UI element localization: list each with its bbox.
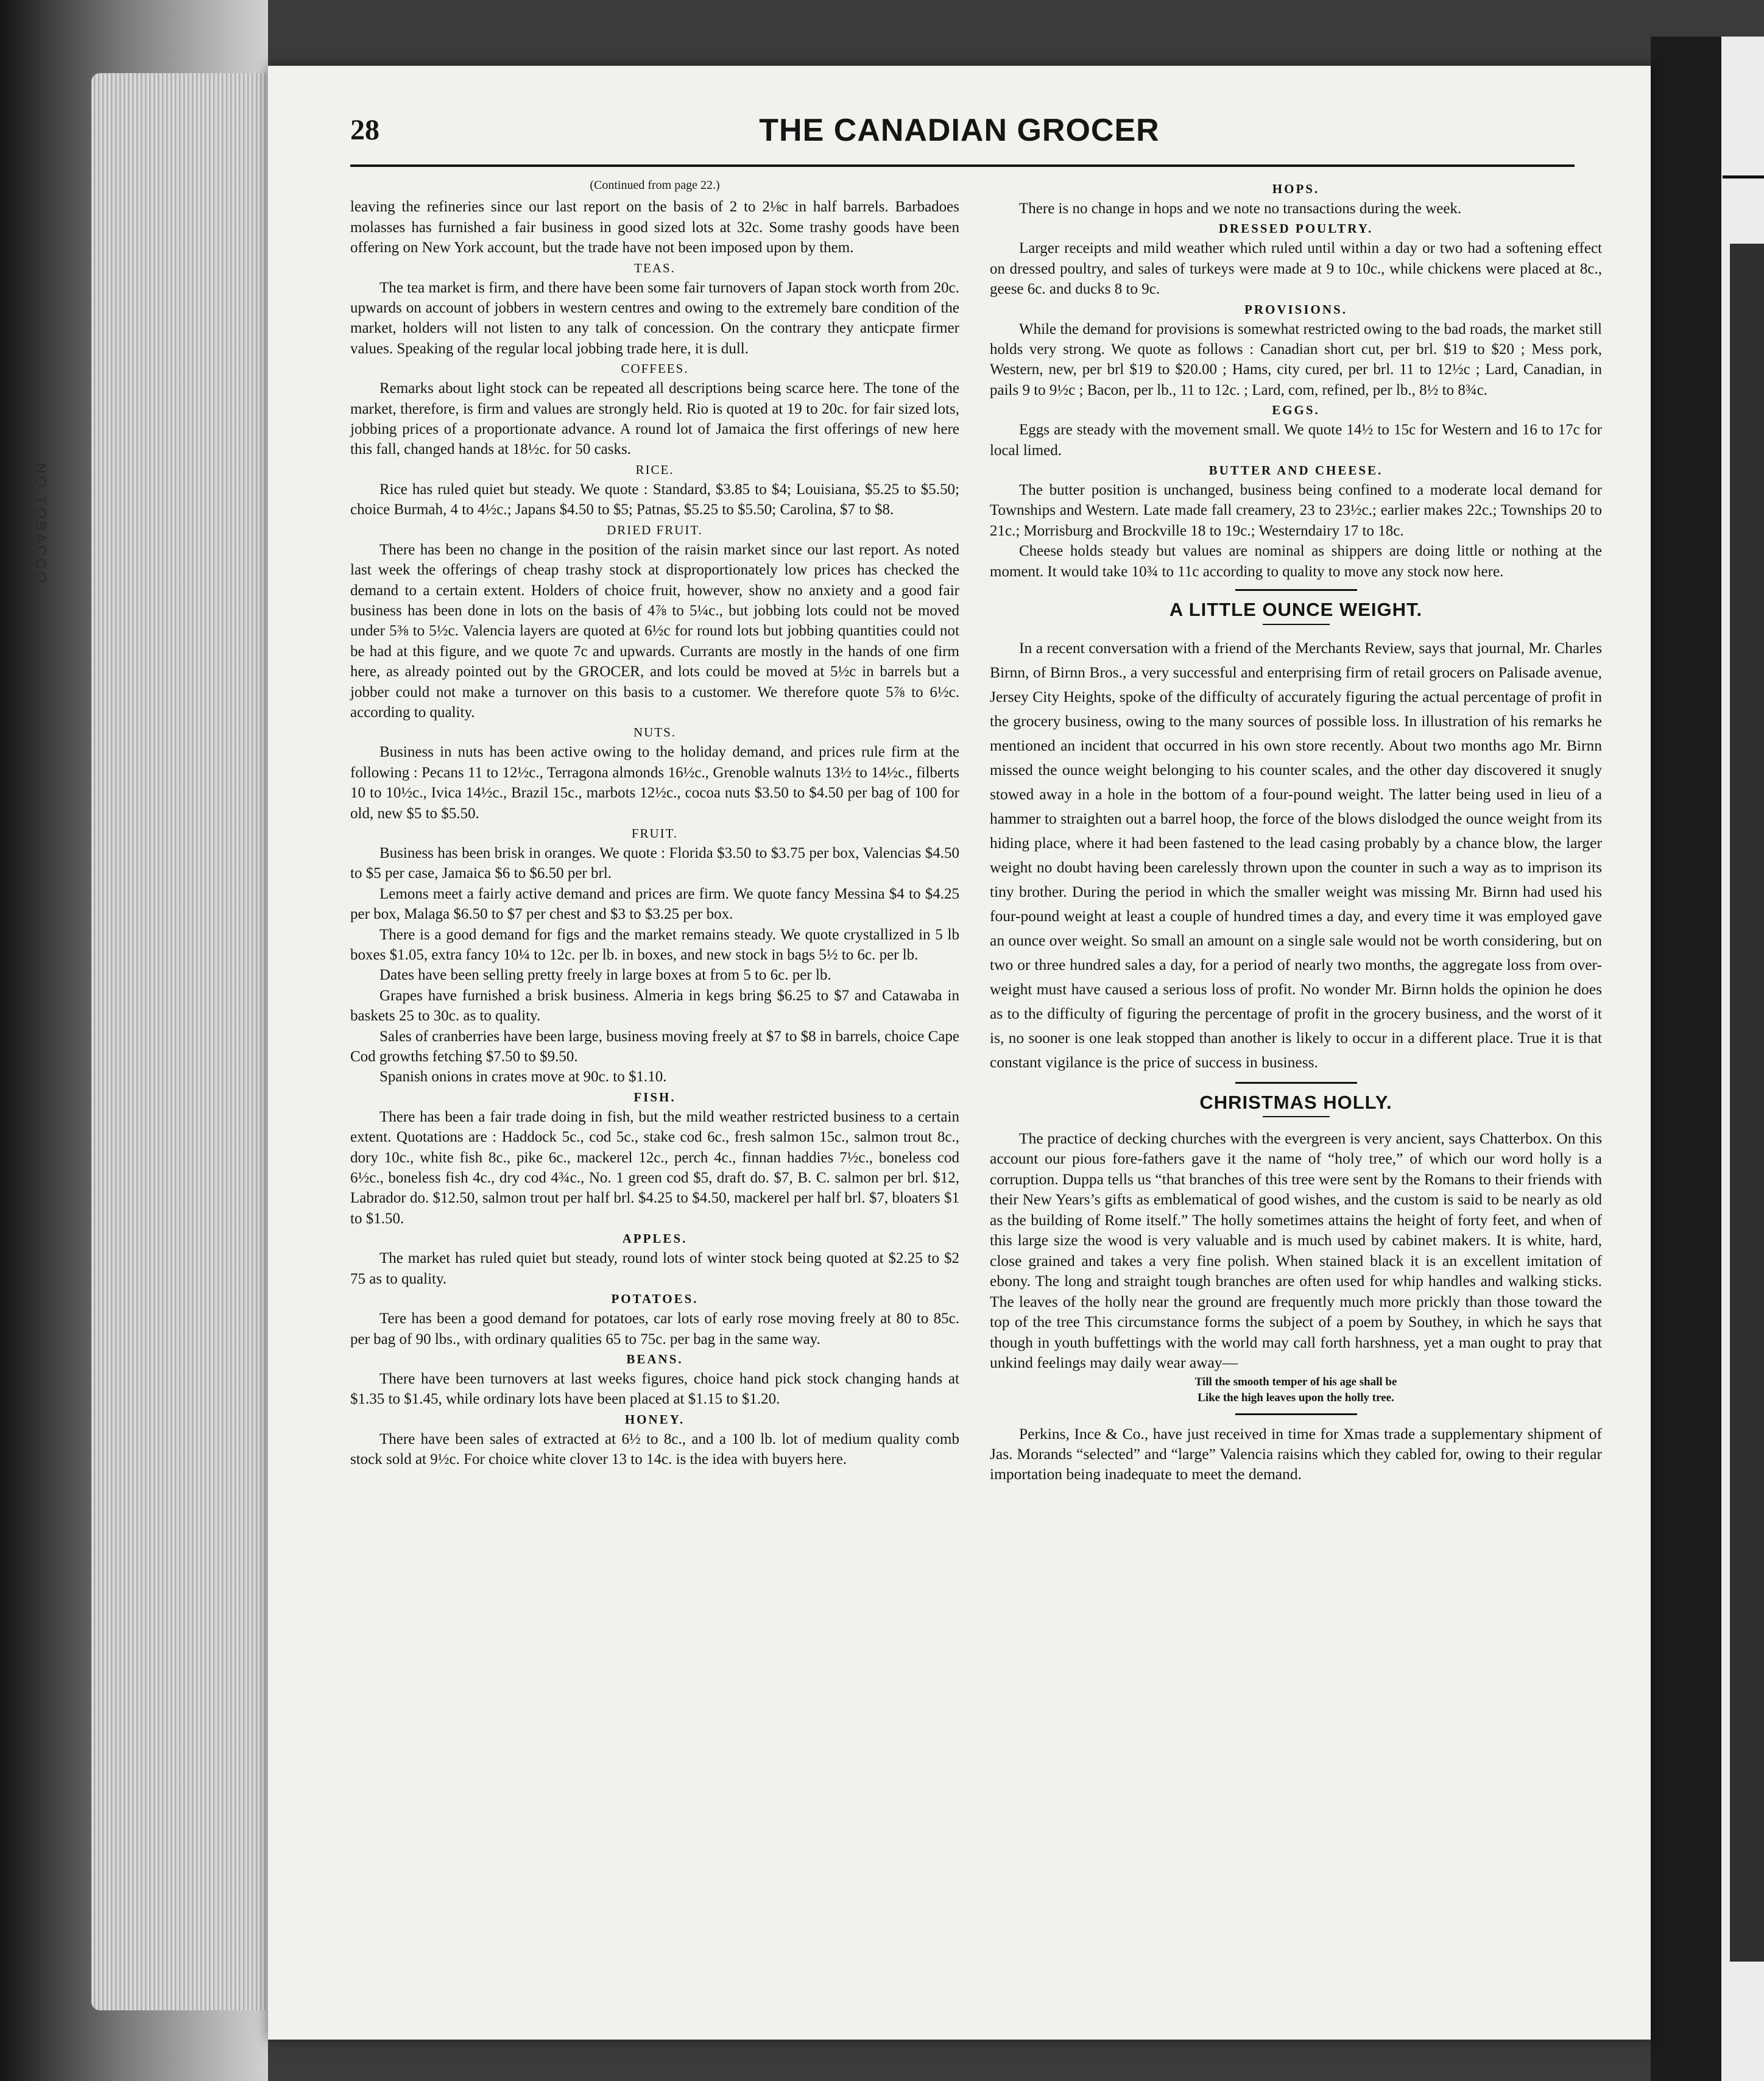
butter-paragraph: The butter position is unchanged, business being confined to a moderate local demand for Townships and Western. Late made fall creamery, 23 to 23½c.; earlier makes 22c.; Townships 20 to 21c.; Morrisburg and Brockville 18 to 19c.; Westerndairy 17 to 18c. [990, 482, 1602, 539]
section-heading-fish: FISH. [633, 1089, 676, 1104]
fruit-paragraph: Sales of cranberries have been large, business moving freely at $7 to $8 in barrels, choice Cape Cod growths fetching $7.50 to $9.50. [350, 1028, 959, 1065]
poem-line: Till the smooth temper of his age shall be [1194, 1375, 1397, 1388]
continued-note: (Continued from page 22.) [590, 178, 720, 192]
section-heading-apples: APPLES. [622, 1231, 688, 1246]
fruit-paragraph: Spanish onions in crates move at 90c. to $1.10. [379, 1069, 667, 1086]
section-heading-fruit: FRUIT. [631, 825, 679, 841]
section-heading-potatoes: POTATOES. [611, 1291, 699, 1307]
fruit-paragraph: Grapes have furnished a brisk business. Almeria in kegs bring $6.25 to $7 and Catawaba in baskets 25 to 30c. as to quality. [350, 987, 959, 1025]
section-heading-dried-fruit: DRIED FRUIT. [607, 522, 703, 537]
article-christmas-holly [990, 1128, 1602, 1373]
poem-line: Like the high leaves upon the holly tree. [1198, 1391, 1394, 1404]
section-heading-teas: TEAS. [634, 260, 676, 275]
header-rule [350, 164, 1575, 167]
fruit-paragraph: Business has been brisk in oranges. We quote : Florida $3.50 to $3.75 per box, Valencias $4.50 to $5 per case, Jamaica $6 to $6.50 per brl. [350, 844, 959, 882]
beans-paragraph: There have been turnovers at last weeks figures, choice hand pick stock changing hands at $1.35 to $1.45, while ordinary lots have been placed at $1.15 to $1.20. [350, 1370, 959, 1408]
honey-paragraph: There have been sales of extracted at 6½ to 8c., and a 100 lb. lot of medium quality comb stock sold at 9½c. For choice white clover 13 to 14c. is the idea with buyers here. [350, 1430, 959, 1468]
article-paragraph: In a recent conversation with a friend of the Merchants Review, says that journal, Mr. Charles Birnn, of Birnn Bros., a very successful and enterprising firm of retail grocers on Palisade avenue, Jersey City Heights, spoke of the difficulty of accurately figuring the actual percentage of profit in the grocery business, owing to the many sources of possible loss. In illustration of his remarks he mentioned an incident that occurred in his own store recently. About two months ago Mr. Birnn missed the ounce weight belonging to his counter scales, and the other day discovered it snugly stowed away in a hole in the bottom of a four-pound weight. The latter being used in lieu of a hammer to straighten out a barrel hoop, the force of the blows dislodged the ounce weight from its hiding place, where it had been fastened to the lead casing probably by a chance blow, the larger weight no doubt having been carelessly thrown upon the counter in such a way as to imprison its tiny brother. During the period in which the smaller weight was missing Mr. Birnn had used his four-pound weight at least a couple of hundred times a day, and every time it was employed gave an ounce over weight. So small an amount on a single sale would not be worth considering, but on two or three hundred sales a day, for a period of nearly two months, the aggregate loss from over-weight must have caused a serious loss of profit. No wonder Mr. Birnn holds the opinion he does as to the difficulty of figuring the percentage of profit in the grocery business, and the worst of it is, no sooner is one leak stopped than another is likely to occur in a different place. True it is that constant vigilance is the price of success in business. [990, 638, 1602, 1071]
article-divider [1235, 1413, 1357, 1415]
section-heading-butter-cheese: BUTTER AND CHEESE. [1208, 463, 1383, 478]
rice-paragraph: Rice has ruled quiet but steady. We quote : Standard, $3.85 to $4; Louisiana, $5.25 to $5.50; choice Burmah, 4 to 4½c.; Japans $4.50 to $5; Patnas, $5.25 to $5.50; Carolina, $7 to $8. [350, 481, 959, 518]
nuts-paragraph: Business in nuts has been active owing to the holiday demand, and prices rule firm at the following : Pecans 11 to 12½c., Terragona almonds 16½c., Grenoble walnuts 13½ to 14½c., filberts 10 to 10½c., Ivica 14½c., Brazil 15c., marbots 12½c., cocoa nuts $3.50 to $4.50 per bag of 100 for old, new $5 to $5.50. [350, 744, 959, 822]
eggs-paragraph: Eggs are steady with the movement small. We quote 14½ to 15c for Western and 16 to 17c for local limed. [990, 422, 1602, 459]
hops-paragraph: There is no change in hops and we note no transactions during the week. [1019, 200, 1462, 217]
right-column [990, 179, 1602, 1484]
page-edges [91, 73, 268, 2010]
section-heading-hops: HOPS. [1272, 182, 1320, 196]
article-ounce-weight [990, 636, 1602, 1075]
section-heading-nuts: NUTS. [633, 725, 677, 740]
section-heading-rice: RICE. [635, 462, 674, 477]
poultry-paragraph: Larger receipts and mild weather which ruled until within a day or two had a softening effect on dressed poultry, and sales of turkeys were made at 9 to 10c., while chickens were placed at 8c., geese 6c. and ducks 8 to 9c. [990, 240, 1602, 298]
dried-fruit-paragraph: There has been no change in the position of the raisin market since our last report. As noted last week the offerings of cheap trashy stock at disproportionately low prices has checked the demand to a certain extent. Holders of choice fruit, however, show no anxiety and a good fair business has been done in lots on the basis of 4⅞ to 5¼c., but jobbing lots could not be moved under 5⅜ to 5½c. Valencia layers are quoted at 6½c for round lots but jobbing quantities could not be had at this figure, and we quote 7c and upwards. Currants are mostly in the hands of one firm here, as already pointed out by the GROCER, and lots could be moved at 5½c in barrels but a jobber could not make a turnover on this basis to a customer. We therefore quote 5⅞ to 6½c. according to quality. [350, 541, 959, 721]
article-title-christmas-holly: CHRISTMAS HOLLY. [1199, 1091, 1392, 1113]
potatoes-paragraph: Tere has been a good demand for potatoes, car lots of early rose moving freely at 80 to 85c. per bag of 90 lbs., with ordinary qualities 65 to 75c. per bag in the same way. [350, 1310, 959, 1348]
section-heading-coffees: COFFEES. [621, 361, 689, 376]
perkins-paragraph: Perkins, Ince & Co., have just received in time for Xmas trade a supplementary shipment of Jas. Morands “selected” and “large” Valencia raisins which they cabled for, owing to their regular importation being inadequate to meet the demand. [990, 1424, 1602, 1483]
spine-label: NO TOBACCO [32, 463, 49, 585]
page-title: THE CANADIAN GROCER [759, 113, 1160, 148]
section-heading-provisions: PROVISIONS. [1244, 302, 1347, 317]
facing-page-strip [1721, 37, 1764, 2081]
section-heading-beans: BEANS. [626, 1351, 683, 1366]
facing-page-image [1730, 244, 1764, 1962]
page [268, 66, 1651, 2040]
fruit-paragraph: Lemons meet a fairly active demand and prices are firm. We quote fancy Messina $4 to $4.25 per box, Malaga $6.50 to $7 per chest and $3 to $3.25 per box. [350, 885, 959, 923]
teas-paragraph: The tea market is firm, and there have been some fair turnovers of Japan stock worth from 20c. upwards on account of jobbers in western centres and owing to the extremely bare condition of the market, holders will not listen to any talk of concession. On the contrary they anticpate firmer values. Speaking of the regular local jobbing trade here, it is dull. [350, 279, 959, 357]
article-paragraph: The practice of decking churches with the evergreen is very ancient, says Chatterbox. On this account our pious fore-fathers gave it the name of “holy tree,” of which our word holly is a corruption. Duppa tells us “that branches of this tree were sent by the Romans to their friends with their New Years’s gifts as emblematical of good wishes, and the custom is said to be nearly as old as the building of Rome itself.” The holly sometimes attains the height of forty feet, and when of this large size the wood is very valuable and is much used by cabinet makers. It is white, hard, close grained and takes a very fine polish. When stained black it is an excellent imitation of ebony. The long and straight tough branches are often used for whip handles and walking sticks. The leaves of the holly near the ground are frequently much more prickly than those toward the top of the tree This circumstance forms the subject of a poem by Southey, in which he says that though in youth buffettings with the world may call forth harshness, yet a man ought to pray that unkind feelings may daily wear away— [990, 1129, 1602, 1372]
cheese-paragraph: Cheese holds steady but values are nominal as shippers are doing little or nothing at the moment. It would take 10¾ to 11c according to quality to move any stock now here. [990, 543, 1602, 580]
fruit-paragraph: Dates have been selling pretty freely in large boxes at from 5 to 6c. per lb. [379, 967, 831, 984]
poem-quote [990, 1374, 1602, 1406]
section-heading-eggs: EGGS. [1272, 403, 1320, 418]
article-perkins [990, 1424, 1602, 1484]
intro-paragraph: leaving the refineries since our last report on the basis of 2 to 2⅛c in half barrels. Barbadoes molasses has furnished a fair business in good sized lots at 32c. Some trashy goods have been offering on New York account, but the trade have not been imposed upon by them. [350, 199, 959, 256]
fruit-paragraph: There is a good demand for figs and the market remains steady. We quote crystallized in 5 lb boxes $1.05, extra fancy 10¼ to 12c. per lb. in boxes, and new stock in bags 5½ to 6c. per lb. [350, 926, 959, 963]
provisions-paragraph: While the demand for provisions is somewhat restricted owing to the bad roads, the market still holds very strong. We quote as follows : Canadian short cut, per brl. $19 to $20 ; Mess pork, Western, new, per brl $19 to $20.00 ; Hams, city cured, per brl. 11 to 12½c ; Lard, Canadian, in pails 9 to 9½c ; Bacon, per lb., 11 to 12c. ; Lard, com, refined, per lb., 8½ to 8¾c. [990, 320, 1602, 398]
article-divider [1235, 1082, 1357, 1084]
page-number: 28 [350, 114, 379, 146]
title-underline [1263, 624, 1330, 625]
section-heading-honey: HONEY. [624, 1411, 685, 1427]
article-divider [1235, 589, 1357, 591]
article-title-ounce-weight: A LITTLE OUNCE WEIGHT. [1169, 599, 1423, 621]
fish-paragraph: There has been a fair trade doing in fish, but the mild weather restricted business to a certain extent. Quotations are : Haddock 5c., cod 5c., stake cod 6c., fresh salmon 15c., salmon trout 8c., dory 10c., white fish 8c., pike 6c., mackerel 12c., perch 4c., finnan haddies 7½c., boneless cod 6½c., boneless fish 4c., dry cod 4¾c., No. 1 green cod $5, draft do. $7, B. C. salmon per brl. $12, Labrador do. $12.50, salmon trout per half brl. $4.25 to $4.50, mackerel per half brl. $7, bloaters $1 to $1.50. [350, 1108, 959, 1227]
apples-paragraph: The market has ruled quiet but steady, round lots of winter stock being quoted at $2.25 to $2 75 as to quality. [350, 1250, 959, 1287]
left-column [350, 175, 959, 1470]
section-heading-poultry: DRESSED POULTRY. [1218, 221, 1374, 236]
facing-page-rule [1723, 175, 1764, 178]
title-underline [1263, 1116, 1330, 1117]
coffees-paragraph: Remarks about light stock can be repeated all descriptions being scarce here. The tone of the market, therefore, is firm and values are strongly held. Rio is quoted at 19 to 20c. for fair sized lots, jobbing prices of a proportionate advance. A round lot of Jamaica the first offerings of new here this fall, changed hands at 18½c. for 50 casks. [350, 380, 959, 458]
